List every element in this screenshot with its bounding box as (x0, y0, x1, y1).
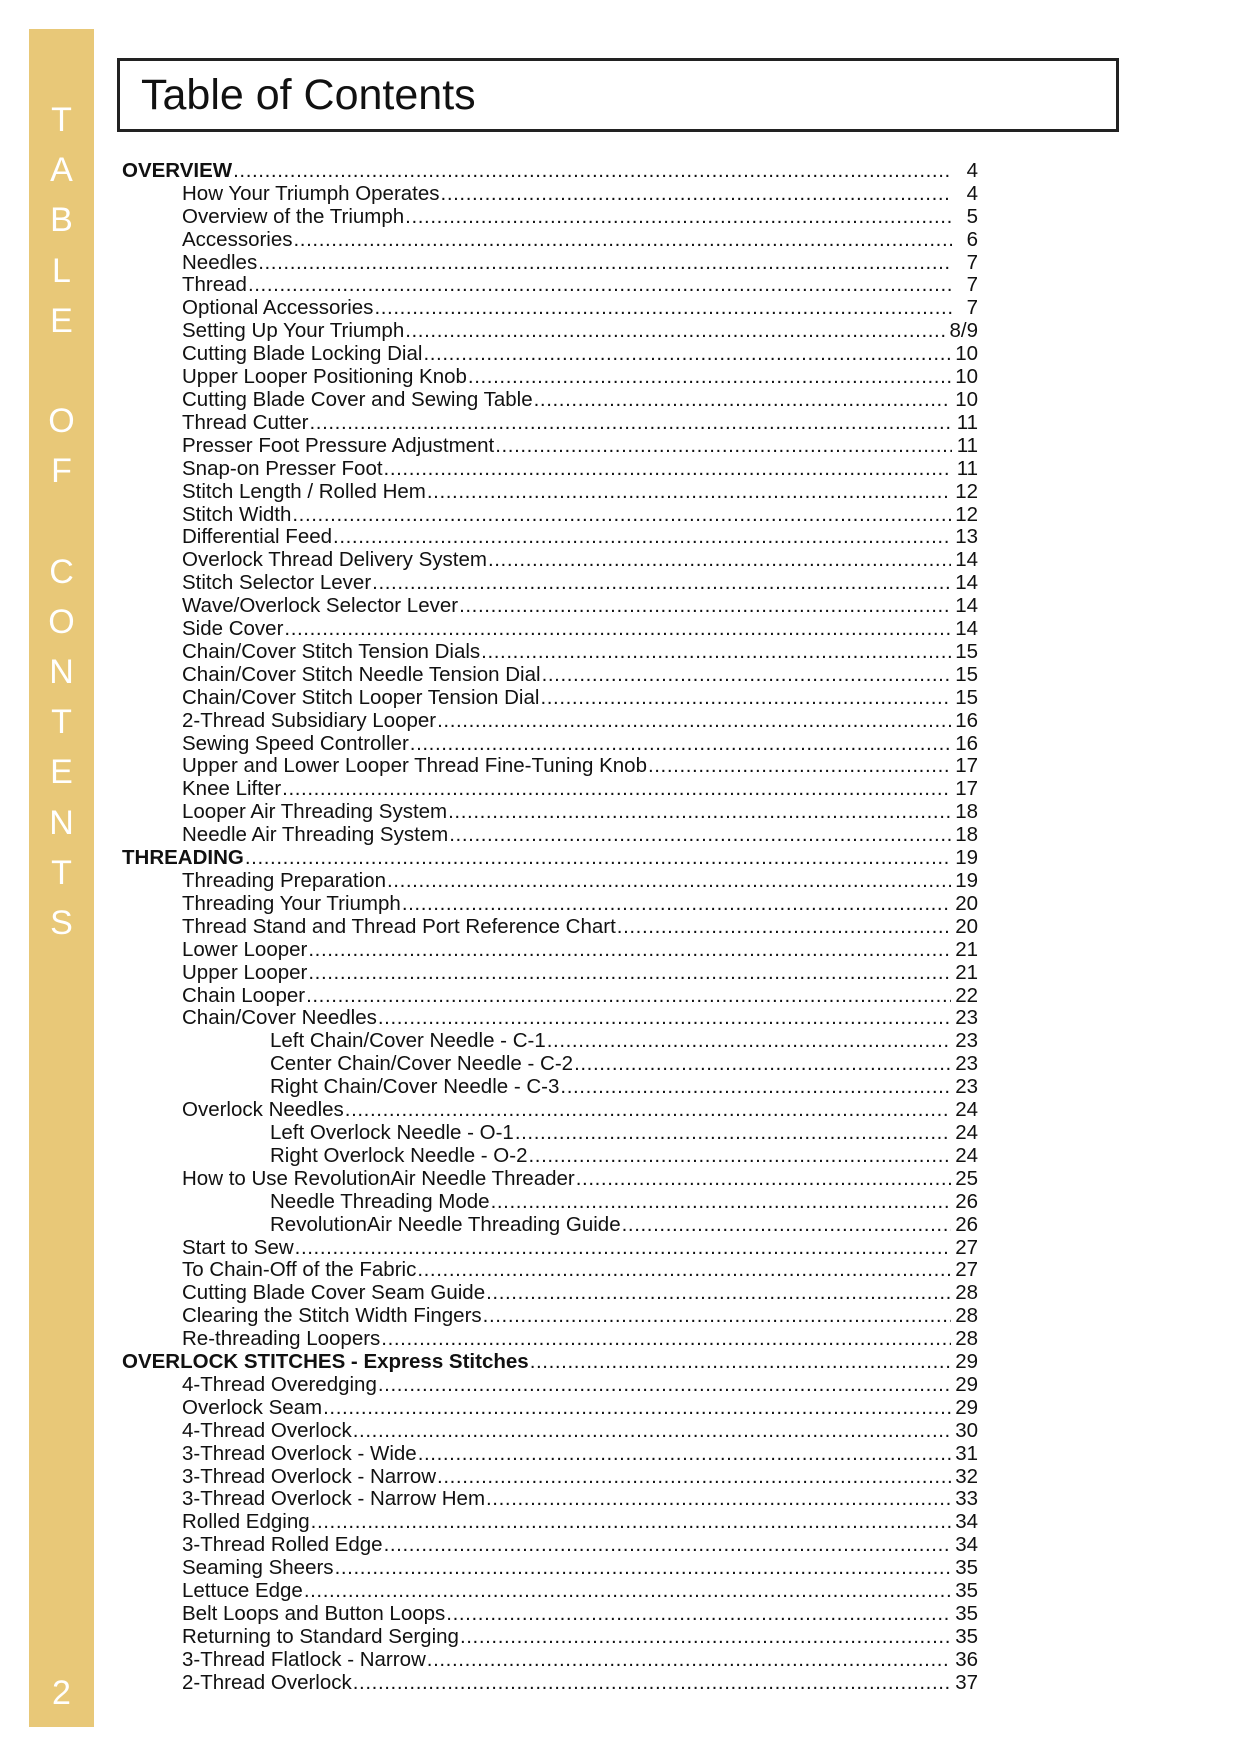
toc-entry-label: Chain/Cover Needles (182, 1006, 377, 1030)
toc-entry-label: 3-Thread Rolled Edge (182, 1533, 383, 1557)
toc-dot-leader (309, 412, 952, 434)
toc-dot-leader (282, 778, 951, 800)
sidebar-title-letter: E (50, 753, 73, 792)
toc-page-number: 30 (955, 1418, 978, 1442)
toc-entry-label: Knee Lifter (182, 777, 282, 801)
toc-entry-label: Overlock Seam (182, 1395, 323, 1419)
toc-entry-row[interactable] (122, 1007, 978, 1030)
sidebar-title-letter: E (50, 301, 73, 340)
title-box (117, 58, 1119, 132)
toc-dot-leader (311, 1511, 952, 1533)
toc-dot-leader (427, 1649, 951, 1671)
toc-entry-row[interactable] (122, 1327, 978, 1350)
toc-entry-row[interactable] (122, 1098, 978, 1121)
toc-entry-row[interactable] (122, 640, 978, 663)
page-title: Table of Contents (141, 71, 476, 119)
toc-dot-leader (378, 1007, 951, 1029)
toc-entry-row[interactable] (122, 1304, 978, 1327)
toc-entry-row[interactable] (122, 228, 978, 251)
toc-page-number: 33 (955, 1487, 978, 1511)
toc-entry-row[interactable] (122, 594, 978, 617)
toc-page-number: 21 (955, 937, 978, 961)
toc-dot-leader (353, 1420, 951, 1442)
toc-entry-row[interactable] (122, 1442, 978, 1465)
toc-page-number: 36 (955, 1647, 978, 1671)
toc-entry-label: 4-Thread Overedging (182, 1372, 377, 1396)
toc-page-number: 14 (955, 617, 978, 641)
toc-entry-label: 3-Thread Flatlock - Narrow (182, 1647, 426, 1671)
toc-entry-row[interactable] (122, 1236, 978, 1259)
toc-dot-leader (486, 1282, 951, 1304)
toc-page-number: 16 (955, 731, 978, 755)
toc-entry-label: Chain/Cover Stitch Tension Dials (182, 639, 481, 663)
toc-entry-label: OVERVIEW (122, 158, 233, 182)
toc-dot-leader (576, 1168, 951, 1190)
toc-page-number: 22 (955, 983, 978, 1007)
toc-dot-leader (417, 1259, 951, 1281)
toc-entry-row[interactable] (122, 342, 978, 365)
toc-entry-row[interactable] (122, 961, 978, 984)
toc-dot-leader (459, 595, 951, 617)
toc-entry-row[interactable] (122, 388, 978, 411)
toc-page-number: 26 (955, 1212, 978, 1236)
toc-entry-label: Rolled Edging (182, 1510, 310, 1534)
toc-entry-row[interactable] (122, 1281, 978, 1304)
toc-entry-row[interactable] (122, 1075, 978, 1098)
toc-entry-row[interactable] (122, 869, 978, 892)
toc-dot-leader (378, 1374, 951, 1396)
toc-page-number: 35 (955, 1624, 978, 1648)
toc-entry-label: Chain Looper (182, 983, 306, 1007)
toc-entry-row[interactable] (122, 686, 978, 709)
toc-entry-label: Setting Up Your Triumph (182, 319, 405, 343)
toc-page-number: 29 (955, 1372, 978, 1396)
toc-entry-row[interactable] (122, 1465, 978, 1488)
toc-page-number: 31 (955, 1441, 978, 1465)
toc-page-number: 23 (955, 1052, 978, 1076)
toc-entry-label: 2-Thread Subsidiary Looper (182, 708, 437, 732)
toc-page-number: 26 (955, 1189, 978, 1213)
toc-dot-leader (574, 1053, 951, 1075)
toc-entry-label: Returning to Standard Serging (182, 1624, 459, 1648)
toc-entry-label: Right Overlock Needle - O-2 (270, 1143, 528, 1167)
toc-dot-leader (530, 1351, 952, 1373)
toc-dot-leader (441, 183, 952, 205)
toc-dot-leader (448, 801, 951, 823)
toc-entry-row[interactable] (122, 1052, 978, 1075)
toc-entry-label: Threading Your Triumph (182, 891, 401, 915)
toc-entry-row[interactable] (122, 823, 978, 846)
toc-entry-row[interactable] (122, 1373, 978, 1396)
toc-dot-leader (515, 1122, 951, 1144)
toc-entry-row[interactable] (122, 1167, 978, 1190)
toc-entry-label: Needle Air Threading System (182, 823, 449, 847)
toc-entry-label: Stitch Width (182, 502, 292, 526)
sidebar-title-letter: C (49, 552, 74, 591)
sidebar-title-letter (29, 346, 94, 396)
toc-entry-label: Overlock Thread Delivery System (182, 548, 487, 572)
toc-entry-label: Chain/Cover Stitch Needle Tension Dial (182, 662, 541, 686)
toc-dot-leader (345, 1099, 951, 1121)
toc-dot-leader (333, 526, 951, 548)
toc-entry-label: Sewing Speed Controller (182, 731, 409, 755)
toc-page-number: 5 (966, 204, 978, 228)
toc-page-number: 20 (955, 914, 978, 938)
toc-entry-label: Cutting Blade Locking Dial (182, 342, 423, 366)
toc-entry-label: Start to Sew (182, 1235, 294, 1259)
sidebar-title-letter: F (51, 452, 72, 491)
toc-entry-label: Belt Loops and Button Loops (182, 1602, 446, 1625)
toc-entry-label: Lower Looper (182, 937, 308, 961)
toc-page-number: 15 (955, 662, 978, 686)
toc-dot-leader (449, 824, 951, 846)
toc-page-number: 8/9 (949, 319, 978, 343)
toc-dot-leader (418, 1443, 952, 1465)
toc-entry-row[interactable] (122, 1556, 978, 1579)
toc-dot-leader (233, 160, 952, 182)
toc-entry-label: Thread Stand and Thread Port Reference Chart (182, 914, 616, 938)
toc-page-number: 29 (955, 1395, 978, 1419)
toc-page-number: 12 (955, 502, 978, 526)
toc-entry-label: 3-Thread Overlock - Narrow (182, 1464, 437, 1488)
toc-page-number: 32 (955, 1464, 978, 1488)
toc-entry-label: Differential Feed (182, 525, 333, 549)
toc-entry-row[interactable] (122, 1579, 978, 1602)
toc-page-number: 15 (955, 639, 978, 663)
toc-page-number: 15 (955, 685, 978, 709)
toc-entry-row[interactable] (122, 1648, 978, 1671)
toc-page-number: 23 (955, 1029, 978, 1053)
toc-page-number: 37 (955, 1670, 978, 1694)
toc-entry-row[interactable] (122, 503, 978, 526)
sidebar-title-letter: O (48, 402, 75, 441)
toc-entry-row[interactable] (122, 709, 978, 732)
toc-entry-row[interactable] (122, 617, 978, 640)
toc-page-number: 14 (955, 571, 978, 595)
toc-page-number: 27 (955, 1258, 978, 1282)
toc-page-number: 4 (966, 158, 978, 182)
toc-dot-leader (410, 733, 951, 755)
toc-entry-label: Stitch Selector Lever (182, 571, 372, 595)
toc-dot-leader (560, 1076, 951, 1098)
toc-entry-row[interactable] (122, 1121, 978, 1144)
toc-page-number: 23 (955, 1006, 978, 1030)
toc-entry-label: Overview of the Triumph (182, 204, 405, 228)
toc-dot-leader (308, 939, 951, 961)
toc-entry-row[interactable] (122, 1533, 978, 1556)
toc-entry-label: Re-threading Loopers (182, 1327, 381, 1351)
toc-entry-label: 2-Thread Overlock (182, 1670, 352, 1694)
toc-dot-leader (284, 618, 951, 640)
toc-entry-row[interactable] (122, 571, 978, 594)
toc-dot-leader (534, 389, 952, 411)
toc-entry-label: Lettuce Edge (182, 1579, 303, 1603)
toc-dot-leader (258, 252, 952, 274)
toc-dot-leader (622, 1214, 952, 1236)
toc-entry-label: Snap-on Presser Foot (182, 456, 383, 480)
toc-page-number: 7 (966, 250, 978, 274)
toc-page-number: 16 (955, 708, 978, 732)
toc-dot-leader (437, 1466, 951, 1488)
toc-page-number: 13 (955, 525, 978, 549)
toc-page-number: 18 (955, 800, 978, 824)
toc-page-number: 6 (966, 227, 978, 251)
toc-entry-label: Optional Accessories (182, 296, 374, 320)
toc-dot-leader (547, 1030, 951, 1052)
toc-entry-label: Presser Foot Pressure Adjustment (182, 433, 495, 457)
toc-page-number: 28 (955, 1281, 978, 1305)
toc-entry-row[interactable] (122, 892, 978, 915)
toc-entry-row[interactable] (122, 526, 978, 549)
toc-dot-leader (427, 481, 951, 503)
toc-dot-leader (353, 1672, 951, 1694)
toc-dot-leader (384, 1534, 952, 1556)
toc-entry-row[interactable] (122, 274, 978, 297)
toc-entry-label: OVERLOCK STITCHES - Express Stitches (122, 1350, 529, 1374)
toc-dot-leader (294, 229, 952, 251)
toc-dot-leader (542, 664, 952, 686)
sidebar-title-letter: T (51, 703, 72, 742)
toc-entry-row[interactable] (122, 548, 978, 571)
toc-page-number: 17 (955, 777, 978, 801)
toc-page-number: 24 (955, 1143, 978, 1167)
toc-entry-row[interactable] (122, 938, 978, 961)
toc-dot-leader (295, 1237, 952, 1259)
toc-entry-label: Center Chain/Cover Needle - C-2 (270, 1052, 574, 1076)
sidebar-title-letter: B (50, 201, 73, 240)
sidebar-title-letter: A (50, 151, 73, 190)
sidebar-title-letter: T (51, 101, 72, 139)
toc-page-number: 14 (955, 594, 978, 618)
toc-page-number: 11 (956, 433, 978, 457)
toc-dot-leader (488, 549, 951, 571)
toc-dot-leader (323, 1397, 951, 1419)
toc-dot-leader (540, 687, 951, 709)
toc-page-number: 10 (955, 387, 978, 411)
toc-entry-label: To Chain-Off of the Fabric (182, 1258, 417, 1282)
toc-entry-row[interactable] (122, 411, 978, 434)
toc-page-number: 35 (955, 1602, 978, 1625)
toc-entry-label: Upper Looper (182, 960, 308, 984)
toc-page-number: 14 (955, 548, 978, 572)
toc-entry-label: How to Use RevolutionAir Needle Threader (182, 1166, 575, 1190)
toc-entry-label: How Your Triumph Operates (182, 181, 440, 205)
toc-entry-row[interactable] (122, 915, 978, 938)
toc-entry-label: Wave/Overlock Selector Lever (182, 594, 459, 618)
toc-dot-leader (483, 1305, 952, 1327)
toc-entry-label: Left Overlock Needle - O-1 (270, 1120, 514, 1144)
toc-page-number: 25 (955, 1166, 978, 1190)
toc-entry-label: Thread Cutter (182, 410, 309, 434)
toc-dot-leader (486, 1488, 951, 1510)
toc-dot-leader (528, 1145, 951, 1167)
toc-entry-row[interactable] (122, 800, 978, 823)
toc-entry-row[interactable] (122, 251, 978, 274)
toc-dot-leader (387, 870, 951, 892)
toc-entry-label: 3-Thread Overlock - Narrow Hem (182, 1487, 486, 1511)
sidebar-title-letter: N (49, 803, 74, 842)
toc-entry-row[interactable] (122, 1625, 978, 1648)
toc-entry-label: RevolutionAir Needle Threading Guide (270, 1212, 621, 1236)
toc-entry-row[interactable] (122, 1190, 978, 1213)
sidebar-title-letter: N (49, 653, 74, 692)
toc-entry-label: Side Cover (182, 617, 284, 641)
sidebar-tab (29, 29, 94, 1727)
toc-entry-label: Chain/Cover Stitch Looper Tension Dial (182, 685, 540, 709)
toc-entry-label: Needle Threading Mode (270, 1189, 490, 1213)
toc-page-number: 19 (955, 869, 978, 892)
toc-dot-leader (292, 504, 951, 526)
toc-page-number: 4 (966, 181, 978, 205)
toc-entry-label: 4-Thread Overlock (182, 1418, 352, 1442)
toc-entry-row[interactable] (122, 1671, 978, 1694)
sidebar-vertical-title (29, 95, 94, 948)
toc-page-number: 28 (955, 1327, 978, 1351)
toc-section-row[interactable] (122, 1350, 978, 1373)
toc-entry-label: Upper Looper Positioning Knob (182, 365, 467, 389)
toc-page-number: 34 (955, 1510, 978, 1534)
toc-page-number: 11 (956, 456, 978, 480)
toc-dot-leader (381, 1328, 951, 1350)
toc-entry-row[interactable] (122, 984, 978, 1007)
toc-entry-row[interactable] (122, 1144, 978, 1167)
toc-entry-row[interactable] (122, 182, 978, 205)
toc-section-row[interactable] (122, 159, 978, 182)
toc-entry-row[interactable] (122, 755, 978, 778)
toc-entry-label: Stitch Length / Rolled Hem (182, 479, 426, 503)
toc-dot-leader (617, 916, 951, 938)
toc-entry-row[interactable] (122, 1029, 978, 1052)
toc-entry-row[interactable] (122, 457, 978, 480)
toc-dot-leader (384, 458, 952, 480)
toc-page-number: 20 (955, 891, 978, 915)
toc-dot-leader (491, 1191, 952, 1213)
toc-dot-leader (648, 755, 951, 777)
toc-entry-row[interactable] (122, 1213, 978, 1236)
toc-entry-label: Needles (182, 250, 258, 274)
toc-entry-label: Left Chain/Cover Needle - C-1 (270, 1029, 546, 1053)
toc-page-number: 21 (955, 960, 978, 984)
toc-entry-label: Clearing the Stitch Width Fingers (182, 1304, 482, 1328)
toc-dot-leader (460, 1626, 951, 1648)
sidebar-title-letter: T (51, 853, 72, 892)
toc-entry-row[interactable] (122, 1419, 978, 1442)
toc-page-number: 35 (955, 1556, 978, 1580)
toc-entry-row[interactable] (122, 1259, 978, 1282)
toc-page-number: 11 (956, 410, 978, 434)
toc-entry-row[interactable] (122, 1396, 978, 1419)
toc-page-number: 19 (955, 846, 978, 870)
toc-page-number: 17 (955, 754, 978, 778)
toc-entry-row[interactable] (122, 1602, 978, 1625)
toc-page-number: 28 (955, 1304, 978, 1328)
toc-dot-leader (308, 962, 951, 984)
toc-dot-leader (335, 1557, 952, 1579)
toc-dot-leader (374, 297, 952, 319)
toc-entry-row[interactable] (122, 365, 978, 388)
toc-dot-leader (405, 206, 952, 228)
toc-dot-leader (306, 985, 951, 1007)
toc-page-number: 18 (955, 823, 978, 847)
toc-entry-label: Accessories (182, 227, 293, 251)
toc-entry-label: Right Chain/Cover Needle - C-3 (270, 1075, 560, 1099)
toc-page-number: 12 (955, 479, 978, 503)
toc-dot-leader (405, 320, 945, 342)
toc-dot-leader (372, 572, 951, 594)
toc-entry-label: Upper and Lower Looper Thread Fine-Tuning Knob (182, 754, 647, 778)
toc-entry-row[interactable] (122, 1510, 978, 1533)
toc-entry-label: Seaming Sheers (182, 1556, 334, 1580)
toc-page-number: 10 (955, 342, 978, 366)
sidebar-title-letter (29, 497, 94, 547)
toc-dot-leader (304, 1580, 951, 1602)
toc-entry-label: Cutting Blade Cover and Sewing Table (182, 387, 533, 411)
toc-page-number: 35 (955, 1579, 978, 1603)
toc-dot-leader (446, 1603, 951, 1625)
toc-page-number: 29 (955, 1350, 978, 1374)
table-of-contents (122, 159, 978, 1694)
toc-entry-row[interactable] (122, 663, 978, 686)
toc-page-number: 27 (955, 1235, 978, 1259)
toc-page-number: 24 (955, 1120, 978, 1144)
toc-dot-leader (245, 847, 951, 869)
toc-entry-label: Thread (182, 273, 247, 297)
toc-entry-label: Cutting Blade Cover Seam Guide (182, 1281, 486, 1305)
toc-entry-row[interactable] (122, 777, 978, 800)
toc-page-number: 34 (955, 1533, 978, 1557)
toc-page-number: 7 (966, 296, 978, 320)
toc-page-number: 7 (966, 273, 978, 297)
toc-entry-row[interactable] (122, 480, 978, 503)
toc-dot-leader (248, 274, 952, 296)
sidebar-title-letter: L (52, 251, 71, 290)
toc-page-number: 23 (955, 1075, 978, 1099)
toc-entry-label: Threading Preparation (182, 869, 386, 892)
toc-dot-leader (468, 366, 951, 388)
toc-dot-leader (495, 435, 952, 457)
toc-entry-label: Looper Air Threading System (182, 800, 448, 824)
toc-dot-leader (437, 710, 951, 732)
toc-entry-row[interactable] (122, 732, 978, 755)
toc-dot-leader (481, 641, 951, 663)
toc-page-number: 24 (955, 1098, 978, 1122)
toc-page-number: 10 (955, 365, 978, 389)
toc-entry-label: THREADING (122, 846, 244, 870)
toc-entry-row[interactable] (122, 434, 978, 457)
page-number: 2 (52, 1674, 71, 1712)
toc-dot-leader (402, 893, 951, 915)
toc-entry-row[interactable] (122, 296, 978, 319)
toc-entry-row[interactable] (122, 205, 978, 228)
sidebar-title-letter: O (48, 602, 75, 641)
sidebar-title-letter: S (50, 904, 73, 942)
toc-entry-row[interactable] (122, 319, 978, 342)
toc-entry-label: 3-Thread Overlock - Wide (182, 1441, 417, 1465)
toc-entry-row[interactable] (122, 1488, 978, 1511)
toc-dot-leader (423, 343, 951, 365)
toc-section-row[interactable] (122, 846, 978, 869)
toc-entry-label: Overlock Needles (182, 1098, 344, 1122)
